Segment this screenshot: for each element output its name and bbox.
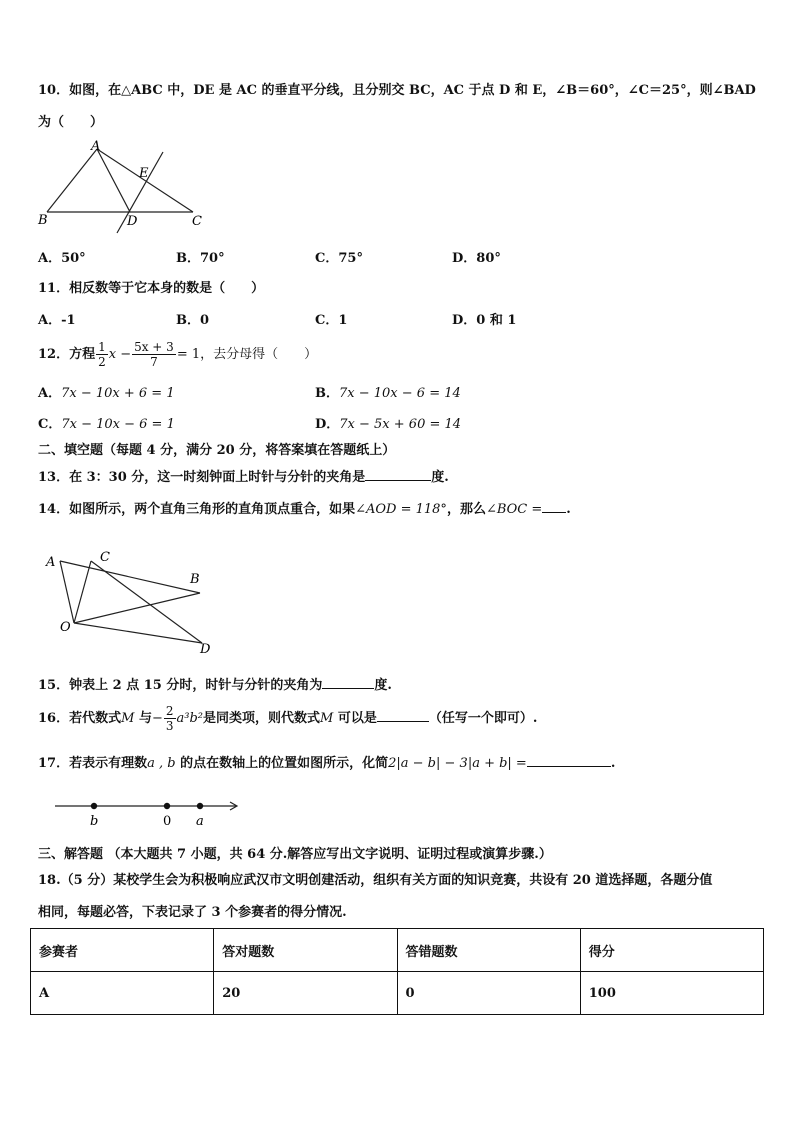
q10-label-c: C bbox=[192, 214, 202, 229]
q16-answer-blank[interactable] bbox=[377, 709, 429, 722]
q11-option-c: C．1 bbox=[315, 313, 348, 328]
q10-stem-line2: 为（ ） bbox=[38, 115, 104, 130]
q16-fraction: $\frac{2}{3}$ bbox=[165, 704, 174, 733]
q10-triangle-figure bbox=[30, 140, 220, 240]
q12-option-b: B．7x − 10x − 6 = 14 bbox=[315, 386, 461, 401]
section-2-heading: 二、填空题（每题 4 分，满分 20 分，将答案填在答题纸上） bbox=[38, 443, 396, 458]
table-row bbox=[31, 972, 764, 1015]
q14-answer-blank[interactable] bbox=[542, 500, 566, 513]
q14-right-triangles-figure bbox=[40, 545, 230, 660]
q10-label-e: E bbox=[139, 166, 149, 181]
q12-fraction-2: $\frac{5x + 3}{7}$ bbox=[134, 340, 174, 369]
q10-label-a: A bbox=[91, 140, 101, 154]
q14-stem: 14．如图所示，两个直角三角形的直角顶点重合，如果∠AOD = 118°，那么∠BOC = . bbox=[38, 502, 571, 517]
q12-option-c: C．7x − 10x − 6 = 1 bbox=[38, 417, 175, 432]
q18-score-table bbox=[30, 928, 764, 1015]
q14-label-d: D bbox=[200, 642, 211, 657]
q17-label-a: a bbox=[196, 814, 204, 829]
q17-stem: 17．若表示有理数a , b 的点在数轴上的位置如图所示，化简2|a − b| − 3|a + b| = . bbox=[38, 756, 616, 771]
q12-stem bbox=[38, 340, 317, 370]
table-header-cell: 得分 bbox=[580, 929, 763, 972]
q12-suffix: = 1，去分母得（ ） bbox=[176, 347, 318, 362]
q14-label-c: C bbox=[100, 550, 110, 565]
q11-option-a: A．-1 bbox=[38, 313, 76, 328]
q16-stem: 16．若代数式M 与− $\frac{2}{3}$ a³b²是同类项，则代数式M 可以是 （任写一个即可）. bbox=[38, 704, 538, 733]
q10-label-b: B bbox=[38, 213, 48, 228]
table-cell: 20 bbox=[214, 972, 397, 1015]
q13-stem: 13．在 3：30 分，这一时刻钟面上时针与分针的夹角是 度. bbox=[38, 470, 449, 485]
table-cell: 0 bbox=[397, 972, 580, 1015]
table-cell: 100 bbox=[580, 972, 763, 1015]
q10-option-b: B．70° bbox=[176, 251, 225, 266]
q14-label-o: O bbox=[60, 620, 71, 635]
q10-label-d: D bbox=[127, 214, 138, 229]
q12-fraction-1: $\frac{1}{2}$ bbox=[98, 340, 106, 369]
q10-option-c: C．75° bbox=[315, 251, 363, 266]
q17-label-zero: 0 bbox=[163, 814, 172, 829]
q15-answer-blank[interactable] bbox=[322, 676, 374, 689]
q12-option-a: A．7x − 10x + 6 = 1 bbox=[38, 386, 175, 401]
q17-answer-blank[interactable] bbox=[527, 754, 611, 767]
table-cell: A bbox=[31, 972, 214, 1015]
section-3-heading: 三、解答题 （本大题共 7 小题，共 64 分.解答应写出文字说明、证明过程或演算步骤.） bbox=[38, 847, 552, 862]
q17-label-b: b bbox=[90, 814, 99, 829]
q15-stem: 15．钟表上 2 点 15 分时，时针与分针的夹角为 度. bbox=[38, 678, 392, 693]
q11-option-b: B．0 bbox=[176, 313, 210, 328]
q14-label-b: B bbox=[190, 572, 200, 587]
table-header-row bbox=[31, 929, 764, 972]
q12-mid: x − bbox=[108, 347, 132, 362]
q11-option-d: D．0 和 1 bbox=[452, 313, 517, 328]
q18-stem-line1: 18.（5 分）某校学生会为积极响应武汉市文明创建活动，组织有关方面的知识竞赛，共设有 20 道选择题，各题分值 bbox=[38, 873, 713, 888]
q18-stem-line2: 相同，每题必答，下表记录了 3 个参赛者的得分情况. bbox=[38, 905, 347, 920]
q11-stem: 11．相反数等于它本身的数是（ ） bbox=[38, 281, 265, 296]
q13-answer-blank[interactable] bbox=[365, 468, 431, 481]
q14-label-a: A bbox=[46, 555, 56, 570]
q10-stem-line1: 10．如图，在△ABC 中，DE 是 AC 的垂直平分线，且分别交 BC，AC 于点 D 和 E，∠B＝60°，∠C＝25°，则∠BAD bbox=[38, 83, 756, 98]
q10-option-a: A．50° bbox=[38, 251, 86, 266]
q12-option-d: D．7x − 5x + 60 = 14 bbox=[315, 417, 462, 432]
table-header-cell: 答对题数 bbox=[214, 929, 397, 972]
table-header-cell: 答错题数 bbox=[397, 929, 580, 972]
table-header-cell: 参赛者 bbox=[31, 929, 214, 972]
q17-number-line bbox=[50, 794, 250, 830]
q10-option-d: D．80° bbox=[452, 251, 501, 266]
q12-prefix: 12．方程 bbox=[38, 347, 96, 362]
